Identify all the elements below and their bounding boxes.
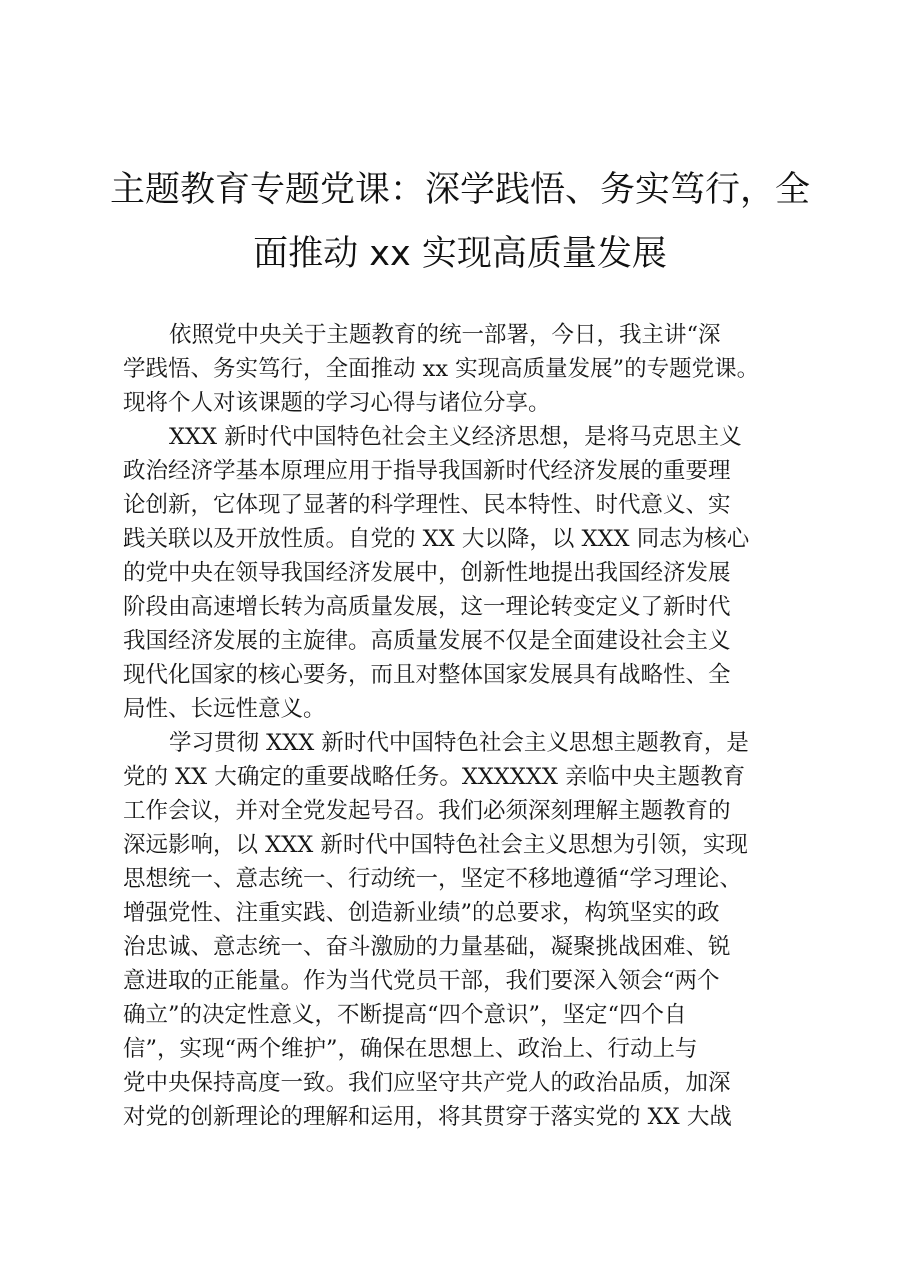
paragraph-line: 意进取的正能量。作为当代党员干部，我们要深入领会“两个 [123, 968, 720, 994]
paragraph-line: 阶段由高速增长转为高质量发展，这一理论转变定义了新时代 [123, 594, 731, 620]
title-line-1: 主题教育专题党课：深学践悟、务实笃行，全 [110, 170, 811, 210]
document-body [123, 318, 795, 1134]
paragraph-line: 局性、长远性意义。 [123, 696, 326, 722]
paragraph-line: 深远影响，以 XXX 新时代中国特色社会主义思想为引领，实现 [123, 832, 748, 858]
paragraph-line: 对党的创新理论的理解和运用，将其贯穿于落实党的 XX 大战 [123, 1104, 732, 1130]
paragraph-line: XXX 新时代中国特色社会主义经济思想，是将马克思主义 [169, 424, 742, 450]
paragraph-line: 的党中央在领导我国经济发展中，创新性地提出我国经济发展 [123, 560, 731, 586]
paragraph-line: 论创新，它体现了显著的科学理性、民本特性、时代意义、实 [123, 492, 731, 518]
paragraph-line: 学践悟、务实笃行，全面推动 xx 实现高质量发展”的专题党课。 [123, 356, 760, 382]
paragraph-3 [123, 726, 795, 1134]
paragraph-line: 依照党中央关于主题教育的统一部署，今日，我主讲“深 [169, 322, 721, 348]
document-title [110, 158, 810, 286]
paragraph-line: 党的 XX 大确定的重要战略任务。XXXXXX 亲临中央主题教育 [123, 764, 746, 790]
paragraph-line: 我国经济发展的主旋律。高质量发展不仅是全面建设社会主义 [123, 628, 731, 654]
title-line-2: 面推动 xx 实现高质量发展 [253, 234, 667, 274]
paragraph-line: 工作会议，并对全党发起号召。我们必须深刻理解主题教育的 [123, 798, 731, 824]
paragraph-line: 信”，实现“两个维护”，确保在思想上、政治上、行动上与 [123, 1036, 698, 1062]
paragraph-line: 现将个人对该课题的学习心得与诸位分享。 [123, 390, 551, 416]
paragraph-2 [123, 420, 795, 726]
paragraph-1 [123, 318, 795, 420]
paragraph-line: 确立”的决定性意义，不断提高“四个意识”，坚定“四个自 [123, 1002, 687, 1028]
paragraph-line: 学习贯彻 XXX 新时代中国特色社会主义思想主题教育，是 [169, 730, 749, 756]
paragraph-line: 思想统一、意志统一、行动统一，坚定不移地遵循“学习理论、 [123, 866, 743, 892]
paragraph-line: 治忠诚、意志统一、奋斗激励的力量基础，凝聚挑战困难、锐 [123, 934, 731, 960]
paragraph-line: 政治经济学基本原理应用于指导我国新时代经济发展的重要理 [123, 458, 731, 484]
paragraph-line: 现代化国家的核心要务，而且对整体国家发展具有战略性、全 [123, 662, 731, 688]
paragraph-line: 党中央保持高度一致。我们应坚守共产党人的政治品质，加深 [123, 1070, 731, 1096]
paragraph-line: 践关联以及开放性质。自党的 XX 大以降，以 XXX 同志为核心 [123, 526, 750, 552]
paragraph-line: 增强党性、注重实践、创造新业绩”的总要求，构筑坚实的政 [123, 900, 720, 926]
